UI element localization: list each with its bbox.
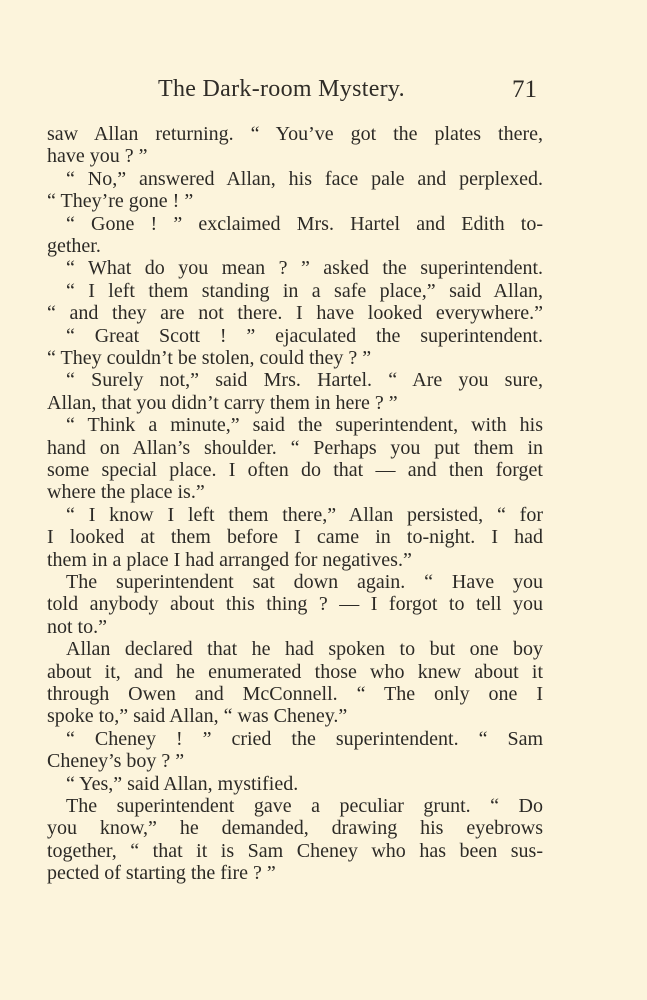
text-line: The superintendent gave a peculiar grunt. “ Do (66, 795, 543, 817)
text-line: “ No,” answered Allan, his face pale and perplexed. (66, 167, 543, 190)
page-number: 71 (512, 76, 537, 103)
text-line: “ I know I left them there,” Allan persisted, “ for (66, 503, 543, 526)
text-line: “ They couldn’t be stolen, could they ? ” (47, 347, 372, 369)
text-line: gether. (47, 235, 101, 257)
text-line: Cheney’s boy ? ” (47, 750, 185, 773)
text-line: told anybody about this thing ? — I forgot to tell you (47, 593, 543, 616)
text-line: “ Yes,” said Allan, mystified. (66, 772, 299, 795)
text-line: “ Gone ! ” exclaimed Mrs. Hartel and Edith to- (66, 212, 543, 235)
text-line: where the place is.” (47, 481, 205, 504)
text-line: about it, and he enumerated those who knew about it (47, 660, 543, 683)
text-line: “ They’re gone ! ” (47, 190, 194, 213)
text-line: together, “ that it is Sam Cheney who has been sus- (47, 839, 543, 862)
text-line: “ I left them standing in a safe place,” said Allan, (66, 279, 543, 302)
text-line: you know,” he demanded, drawing his eyebrows (47, 817, 543, 840)
text-line: “ Surely not,” said Mrs. Hartel. “ Are you sure, (66, 369, 543, 392)
text-line: I looked at them before I came in to-night. I had (47, 526, 543, 549)
text-line: Allan declared that he had spoken to but one boy (66, 638, 543, 661)
text-line: through Owen and McConnell. “ The only one I (47, 683, 543, 705)
text-line: have you ? ” (47, 145, 148, 168)
text-line: “ and they are not there. I have looked everywhere.” (47, 302, 543, 325)
text-line: not to.” (47, 615, 107, 638)
text-line: spoke to,” said Allan, “ was Cheney.” (47, 705, 348, 728)
text-line: saw Allan returning. “ You’ve got the plates there, (47, 123, 543, 145)
running-title: The Dark-room Mystery. (158, 76, 405, 102)
text-line: The superintendent sat down again. “ Have you (66, 571, 543, 593)
text-line: “ What do you mean ? ” asked the superintendent. (66, 257, 543, 280)
text-line: “ Great Scott ! ” ejaculated the superintendent. (66, 324, 543, 347)
text-line: them in a place I had arranged for negatives.” (47, 548, 412, 571)
text-line: some special place. I often do that — and then forget (47, 459, 543, 481)
text-line: hand on Allan’s shoulder. “ Perhaps you put them in (47, 436, 543, 459)
text-line: Allan, that you didn’t carry them in here ? ” (47, 391, 398, 414)
text-line: pected of starting the fire ? ” (47, 862, 276, 885)
text-line: “ Think a minute,” said the superintendent, with his (66, 414, 543, 437)
text-line: “ Cheney ! ” cried the superintendent. “ Sam (66, 727, 543, 750)
